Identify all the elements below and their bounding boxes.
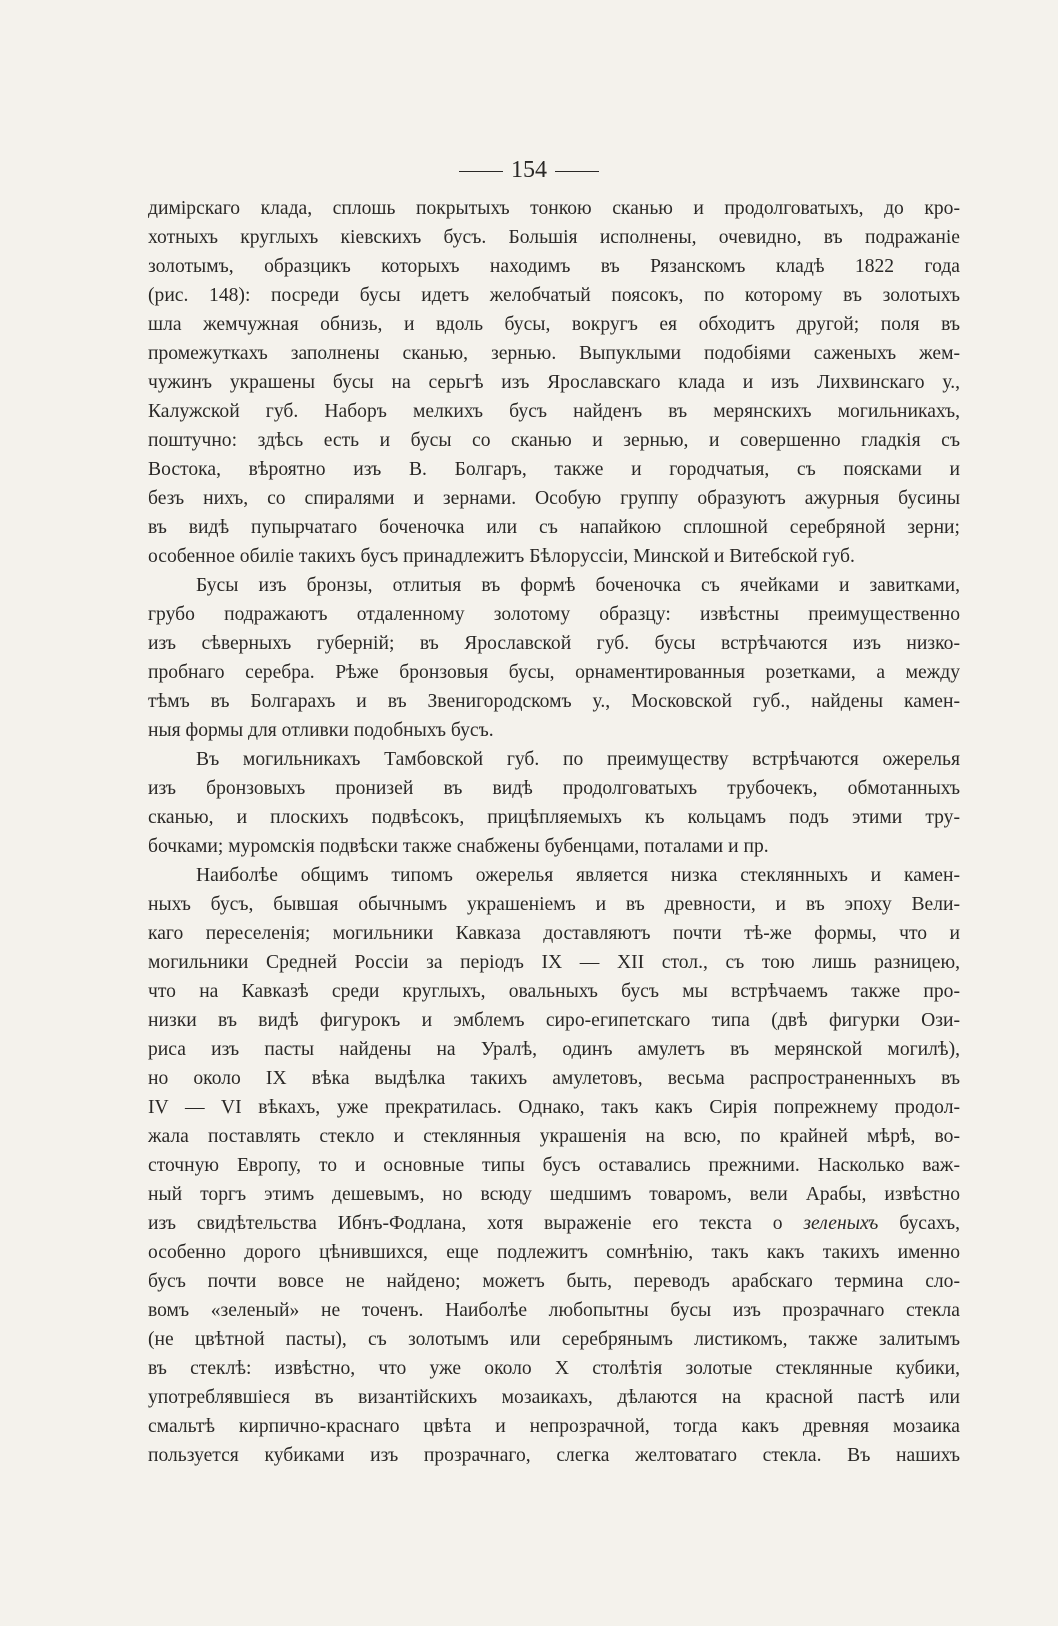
text-line: въ видѣ пупырчатаго боченочка или съ напайкою сплошной серебряной зерни; (148, 517, 960, 538)
text-line: пользуется кубиками изъ прозрачнаго, слегка желтоватаго стекла. Въ нашихъ (148, 1445, 960, 1466)
text-line: Наиболѣе общимъ типомъ ожерелья является низка стеклянныхъ и камен- (196, 865, 960, 886)
text-line: каго переселенія; могильники Кавказа доставляютъ почти тѣ-же формы, что и (148, 923, 960, 944)
text-line: шла жемчужная обнизь, и вдоль бусы, вокругъ ея обходитъ другой; поля въ (148, 314, 960, 335)
text-line: бусъ почти вовсе не найдено; можетъ быть, переводъ арабскаго термина сло- (148, 1271, 960, 1292)
text-line: грубо подражаютъ отдаленному золотому образцу: извѣстны преимущественно (148, 604, 960, 625)
text-line: особенно дорого цѣнившихся, еще подлежитъ сомнѣнію, такъ какъ такихъ именно (148, 1242, 960, 1263)
page-header (0, 156, 1058, 184)
body-text (148, 194, 960, 1470)
text-line: Востока, вѣроятно изъ В. Болгаръ, также и городчатыя, съ поясками и (148, 459, 960, 480)
text-line: изъ сѣверныхъ губерній; въ Ярославской губ. бусы встрѣчаются изъ низко- (148, 633, 960, 654)
text-line: жала поставлять стекло и стеклянныя украшенія на всю, по крайней мѣрѣ, во- (148, 1126, 960, 1147)
text-line: промежуткахъ заполнены сканью, зернью. Выпуклыми подобіями саженыхъ жем- (148, 343, 960, 364)
text-line: чужинъ украшены бусы на серьгѣ изъ Ярославскаго клада и изъ Лихвинскаго у., (148, 372, 960, 393)
text-line: смальтѣ кирпично-краснаго цвѣта и непрозрачной, тогда какъ древняя мозаика (148, 1416, 960, 1437)
text-line: употреблявшіеся въ византійскихъ мозаикахъ, дѣлаются на красной пастѣ или (148, 1387, 960, 1408)
emphasized-word: зеленыхъ (803, 1213, 879, 1234)
text-line: низки въ видѣ фигурокъ и эмблемъ сиро-египетскаго типа (двѣ фигурки Ози- (148, 1010, 960, 1031)
text-line: бочками; муромскія подвѣски также снабжены бубенцами, поталами и пр. (148, 836, 769, 857)
text-line: ный торгъ этимъ дешевымъ, но всюду шедшимъ товаромъ, вели Арабы, извѣстно (148, 1184, 960, 1205)
text-line: особенное обиліе такихъ бусъ принадлежитъ Бѣлоруссіи, Минской и Витебской губ. (148, 546, 855, 567)
text-line: хотныхъ круглыхъ кіевскихъ бусъ. Большія исполнены, очевидно, въ подражаніе (148, 227, 960, 248)
text-line: золотымъ, образцикъ которыхъ находимъ въ Рязанскомъ кладѣ 1822 года (148, 256, 960, 277)
text-line: (рис. 148): посреди бусы идетъ желобчатый поясокъ, по которому въ золотыхъ (148, 285, 960, 306)
page-number: 154 (511, 157, 547, 183)
text-line: ныхъ бусъ, бывшая обычнымъ украшеніемъ и въ древности, и въ эпоху Вели- (148, 894, 960, 915)
text-line: поштучно: здѣсь есть и бусы со сканью и зернью, и совершенно гладкія съ (148, 430, 960, 451)
text-line: могильники Средней Россіи за періодъ IX — XII стол., съ тою лишь разницею, (148, 952, 960, 973)
text-line: но около IX вѣка выдѣлка такихъ амулетовъ, весьма распространенныхъ въ (148, 1068, 960, 1089)
text-line: димірскаго клада, сплошь покрытыхъ тонкою сканью и продолговатыхъ, до кро- (148, 198, 960, 219)
text-line: безъ нихъ, со спиралями и зернами. Особую группу образуютъ ажурныя бусины (148, 488, 960, 509)
text-line: изъ бронзовыхъ пронизей въ видѣ продолговатыхъ трубочекъ, обмотанныхъ (148, 778, 960, 799)
text-line: сточную Европу, то и основные типы бусъ оставались прежними. Насколько важ- (148, 1155, 960, 1176)
text-line: IV — VI вѣкахъ, уже прекратилась. Однако, такъ какъ Сирія попрежнему продол- (148, 1097, 960, 1118)
text-line: тѣмъ въ Болгарахъ и въ Звенигородскомъ у., Московской губ., найдены камен- (148, 691, 960, 712)
text-line: Калужской губ. Наборъ мелкихъ бусъ найденъ въ мерянскихъ могильникахъ, (148, 401, 960, 422)
text-line: (не цвѣтной пасты), съ золотымъ или серебрянымъ листикомъ, также залитымъ (148, 1329, 960, 1350)
text-line: риса изъ пасты найдены на Уралѣ, одинъ амулетъ въ мерянской могилѣ), (148, 1039, 960, 1060)
text-line: изъ свидѣтельства Ибнъ-Фодлана, хотя выраженіе его текста о зеленыхъ бусахъ, (148, 1213, 960, 1234)
text-line: вомъ «зеленый» не точенъ. Наиболѣе любопытны бусы изъ прозрачнаго стекла (148, 1300, 960, 1321)
text-line: сканью, и плоскихъ подвѣсокъ, прицѣпляемыхъ къ кольцамъ подъ этими тру- (148, 807, 960, 828)
text-line: что на Кавказѣ среди круглыхъ, овальныхъ бусъ мы встрѣчаемъ также про- (148, 981, 960, 1002)
text-line: пробнаго серебра. Рѣже бронзовыя бусы, орнаментированныя розетками, а между (148, 662, 960, 683)
text-line: Въ могильникахъ Тамбовской губ. по преимуществу встрѣчаются ожерелья (196, 749, 960, 770)
header-rule-left (459, 171, 503, 172)
text-line: ныя формы для отливки подобныхъ бусъ. (148, 720, 494, 741)
header-rule-right (555, 171, 599, 172)
text-line: Бусы изъ бронзы, отлитыя въ формѣ боченочка съ ячейками и завитками, (196, 575, 960, 596)
text-line: въ стеклѣ: извѣстно, что уже около X столѣтія золотые стеклянные кубики, (148, 1358, 960, 1379)
